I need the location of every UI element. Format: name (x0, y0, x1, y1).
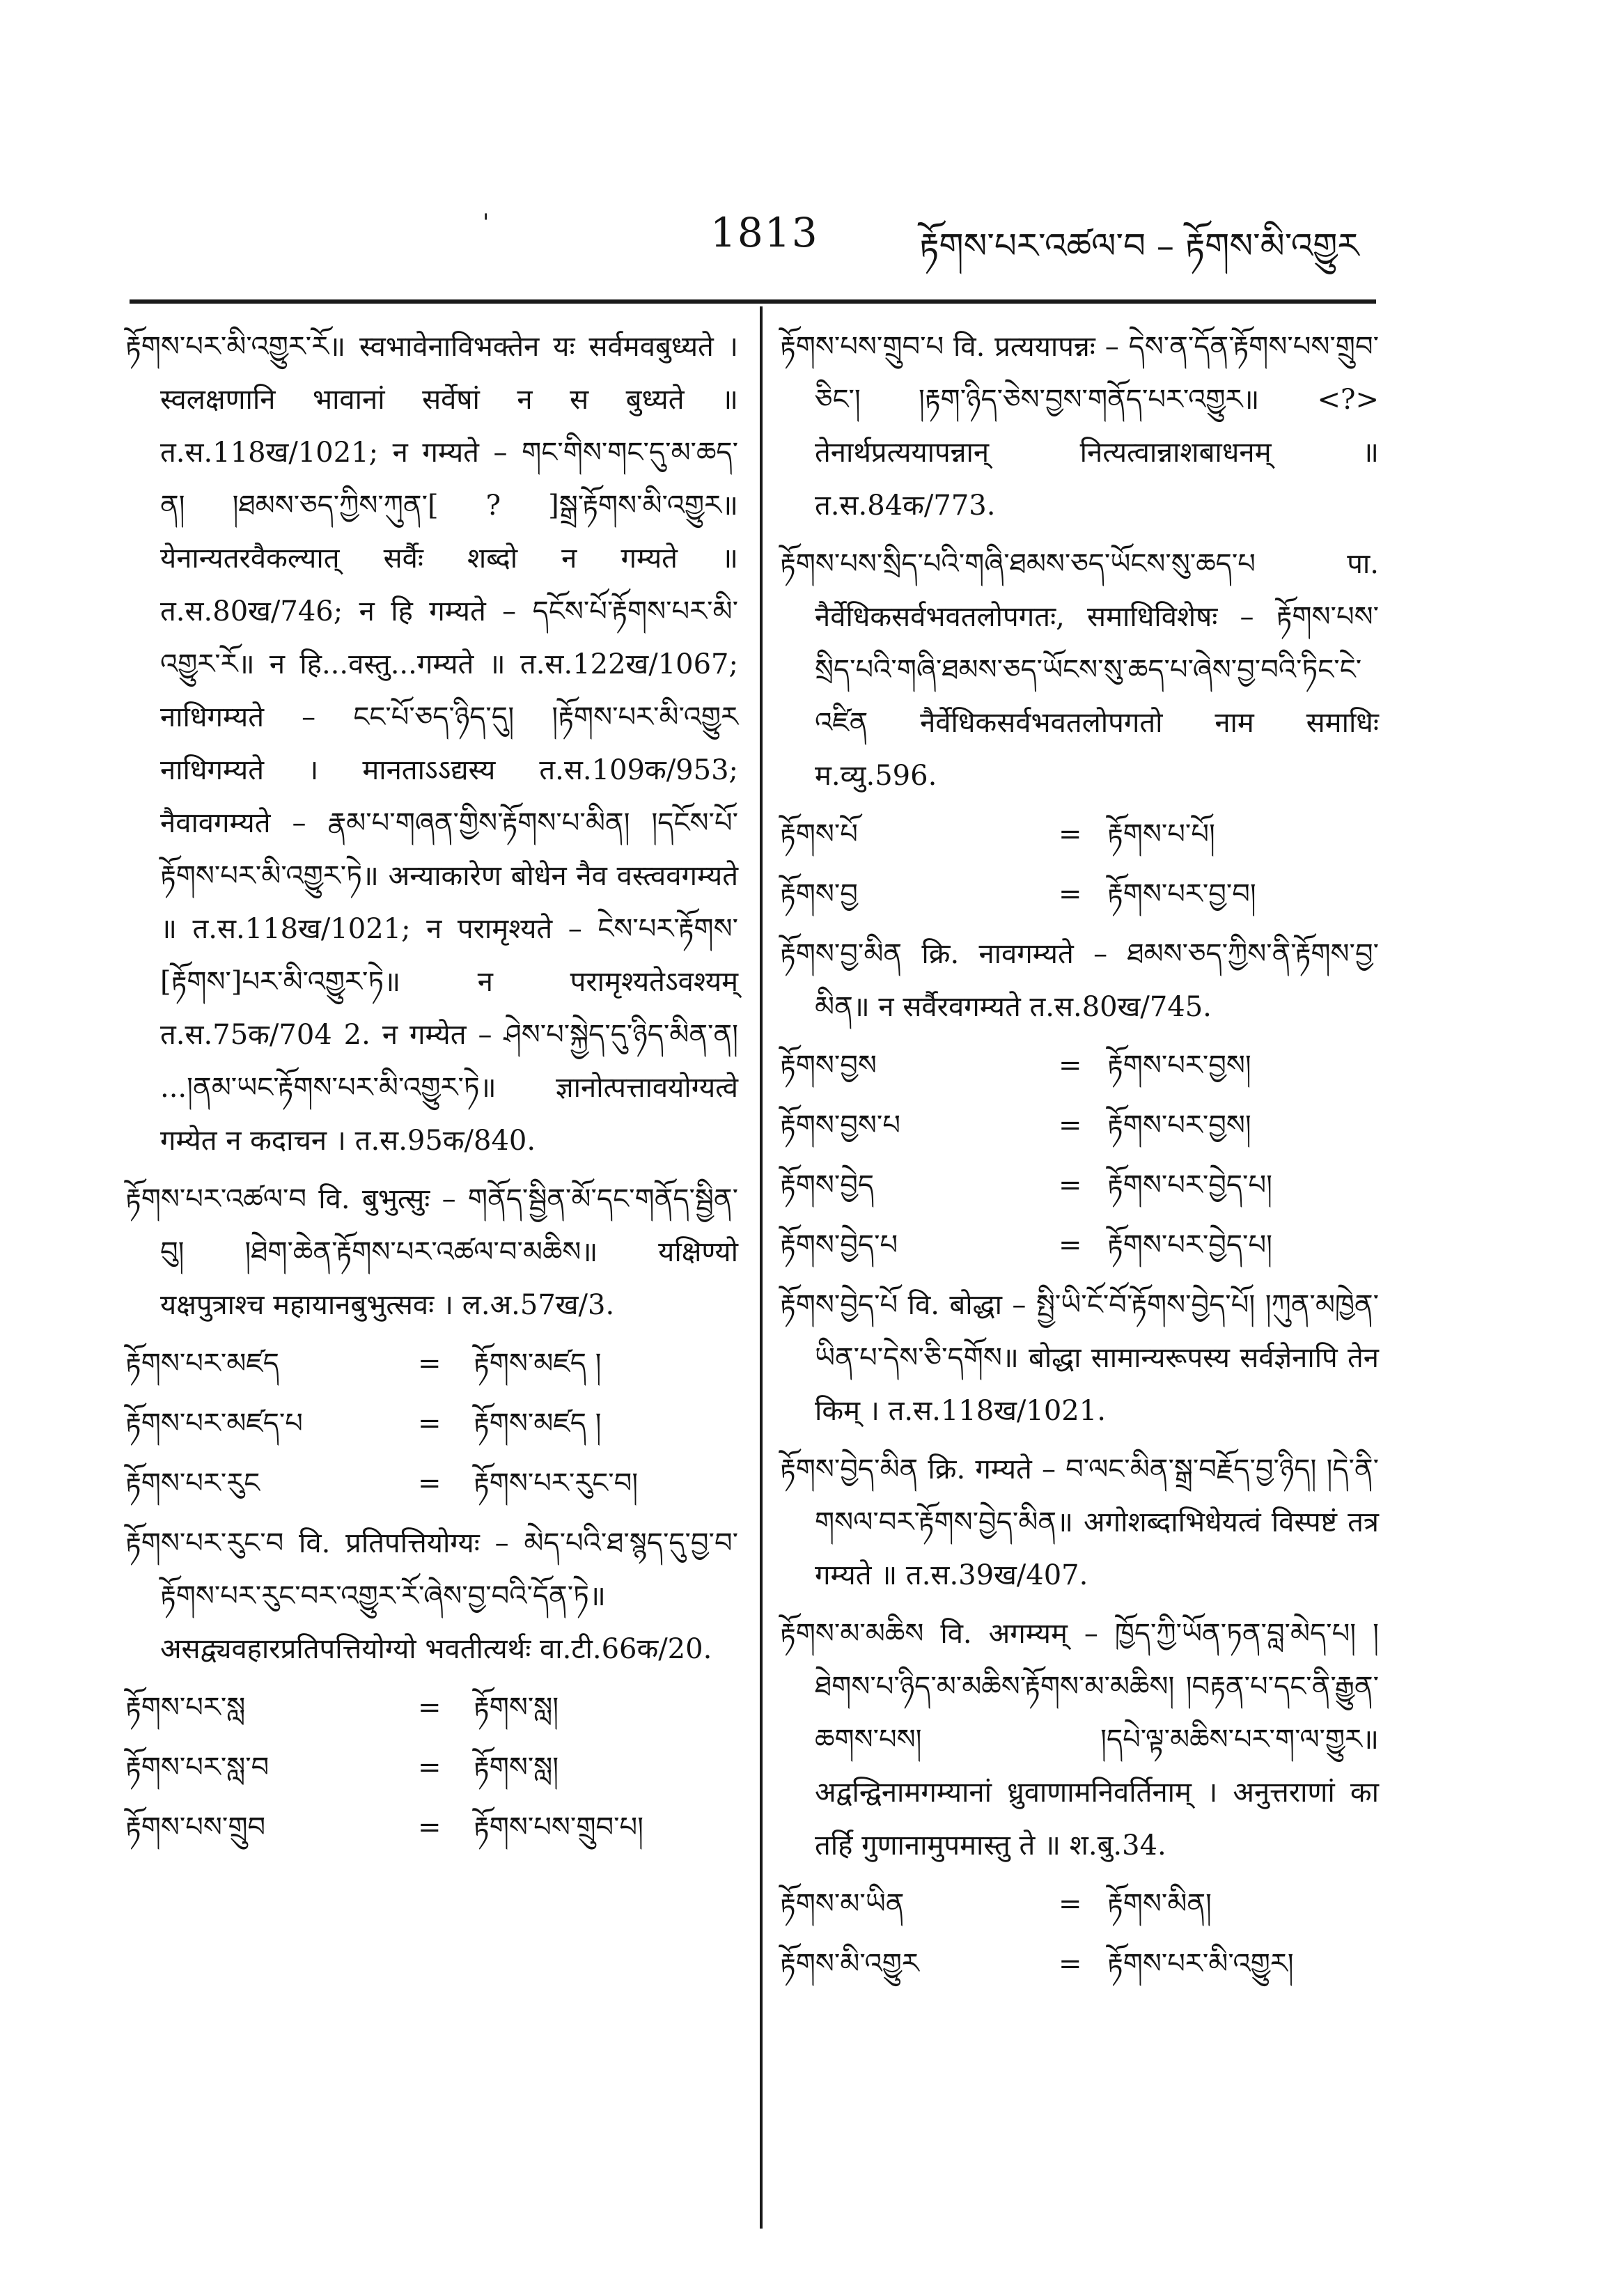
column-divider (760, 306, 763, 2229)
reference-target: རྟོགས་སླ། (474, 1692, 559, 1724)
cross-reference-entry (780, 808, 1379, 861)
reference-target: རྟོགས་པར་བྱས། (1107, 1109, 1251, 1141)
headword: རྟོགས་པར་མཛད་པ (125, 1407, 303, 1440)
equals-sign: = (418, 1811, 442, 1843)
headword: རྟོགས་མ་ཡིན (780, 1888, 905, 1920)
page-header (0, 0, 1624, 292)
equals-sign: = (418, 1692, 442, 1724)
dictionary-entry: རྟོགས་པར་འཚལ་བ वि. बुभुत्सुः – གནོད་སྦྱིན་མོ་དང་གནོད་སྦྱིན་བུ། །ཐེག་ཆེན་རྟོགས་པར་འཚལ་བ་མཆིས॥ यक्षिण्यो यक्षपुत्राश्च महायानबुभुत्सवः । ल.अ.57ख/3. (125, 1183, 738, 1321)
page-number: 1813 (710, 209, 819, 256)
dictionary-entry: རྟོགས་བྱེད་མིན क्रि. गम्यते – བ་ལང་མིན་སྒྲ་བརྗོད་བྱ་ཉིད། །དེ་ནི་གསལ་བར་རྟོགས་བྱེད་མིན॥ अगोशब्दाभिधेयत्वं विस्पष्टं तत्र गम्यते ॥ त.स.39ख/407. (780, 1453, 1379, 1591)
stray-mark: ' (483, 209, 490, 237)
equals-sign: = (1059, 818, 1082, 850)
equals-sign: = (1059, 1050, 1082, 1082)
cross-reference-entry (125, 1741, 738, 1794)
equals-sign: = (418, 1752, 442, 1784)
cross-reference-entry (125, 1337, 738, 1390)
headword: རྟོགས་བྱས་པ (780, 1109, 900, 1141)
reference-target: རྟོགས་པར་བྱེད་པ། (1107, 1169, 1272, 1201)
cross-reference-entry (125, 1681, 738, 1734)
headword: རྟོགས་པར་རུང (125, 1467, 260, 1499)
equals-sign: = (1059, 878, 1082, 910)
equals-sign: = (418, 1467, 442, 1499)
dictionary-entry: རྟོགས་བྱ་མིན क्रि. नावगम्यते – ཐམས་ཅད་ཀྱིས་ནི་རྟོགས་བྱ་མིན॥ न सर्वैरवगम्यते त.स.80ख/745. (780, 938, 1379, 1023)
headword: རྟོགས་པོ (780, 818, 858, 850)
cross-reference-entry (125, 1457, 738, 1510)
dictionary-entry: རྟོགས་མ་མཆིས वि. अगम्यम् – ཁྱོད་ཀྱི་ཡོན་ཏན་བླ་མེད་པ། །ཐེགས་པ་ཉིད་མ་མཆིས་རྟོགས་མ་མཆིས། །བརྟན་པ་དང་ནི་རྒྱུན་ཆགས་པས། །དཔེ་ལྟ་མཆིས་པར་ག་ལ་གྱུར॥ अद्वन्द्विनामगम्यानां ध्रुवाणामनिवर्तिनाम् । अनुत्तराणां का तर्हि गुणानामुपमास्तु ते ॥ श.बु.34. (780, 1618, 1379, 1862)
header-rule (130, 299, 1376, 304)
equals-sign: = (418, 1348, 442, 1380)
reference-target: རྟོགས་མིན། (1107, 1888, 1212, 1920)
headword: རྟོགས་པར་སླ (125, 1692, 246, 1724)
reference-target: རྟོགས་སླ། (474, 1752, 559, 1784)
headword: རྟོགས་བྱ (780, 878, 858, 910)
reference-target: རྟོགས་པར་བྱས། (1107, 1050, 1251, 1082)
dictionary-entry: རྟོགས་བྱེད་པོ वि. बोद्धा – སྤྱི་ཡི་ངོ་བོ་རྟོགས་བྱེད་པོ། །ཀུན་མཁྱེན་ཡིན་པ་དེས་ཅི་དགོས॥ बोद्धा सामान्यरूपस्य सर्वज्ञेनापि तेन किम् । त.स.118ख/1021. (780, 1289, 1379, 1427)
reference-target: རྟོགས་པར་རུང་བ། (474, 1467, 639, 1499)
equals-sign: = (1059, 1169, 1082, 1201)
reference-target: རྟོགས་པར་བྱེད་པ། (1107, 1229, 1272, 1261)
cross-reference-entry (780, 868, 1379, 921)
headword: རྟོགས་པར་སླ་བ (125, 1752, 270, 1784)
headword: རྟོགས་བྱས (780, 1050, 877, 1082)
cross-reference-entry (780, 1219, 1379, 1272)
headword: རྟོགས་མི་འགྱུར (780, 1948, 919, 1980)
left-column (125, 320, 738, 1861)
dictionary-entry: རྟོགས་པས་གྲུབ་པ वि. प्रत्ययापन्नः – དེས་ན་དོན་རྟོགས་པས་གྲུབ་ཅིང་། །རྟག་ཉིད་ཅེས་བྱས་གནོད་པར་འགྱུར॥ <?> तेनार्थप्रत्ययापन्नान् नित्यत्वान्नाशबाधनम् ॥ त.स.84क/773. (780, 331, 1379, 522)
cross-reference-entry (780, 1878, 1379, 1930)
headword: རྟོགས་པས་གྲུབ (125, 1811, 266, 1843)
headword: རྟོགས་བྱེད་པ (780, 1229, 898, 1261)
reference-target: རྟོགས་མཛད ། (474, 1348, 602, 1380)
reference-target: རྟོགས་པས་གྲུབ་པ། (474, 1811, 644, 1843)
reference-target: རྟོགས་པར་བྱ་བ། (1107, 878, 1256, 910)
reference-target: རྟོགས་མཛད ། (474, 1407, 602, 1440)
dictionary-entry: རྟོགས་པར་རུང་བ वि. प्रतिपत्तियोग्यः – མེད་པའི་ཐ་སྙད་དུ་བྱ་བ་རྟོགས་པར་རུང་བར་འགྱུར་རོ་ཞེས་བྱ་བའི་དོན་ཏེ॥ असद्व्यवहारप्रतिपत्तियोग्यो भवतीत्यर्थः वा.टी.66क/20. (125, 1527, 738, 1665)
dictionary-entry: རྟོགས་པས་སྲིད་པའི་གཞི་ཐམས་ཅད་ཡོངས་སུ་ཆད་པ पा. नैर्वेधिकसर्वभवतलोपगतः, समाधिविशेषः – རྟོགས་པས་སྲིད་པའི་གཞི་ཐམས་ཅད་ཡོངས་སུ་ཆད་པ་ཞེས་བྱ་བའི་ཏིང་ངེ་འཛིན नैर्वेधिकसर्वभवतलोपगतो नाम समाधिः म.व्यु.596. (780, 548, 1379, 792)
headword: རྟོགས་པར་མཛད (125, 1348, 279, 1380)
cross-reference-entry (125, 1397, 738, 1450)
reference-target: རྟོགས་པ་པོ། (1107, 818, 1215, 850)
right-column (780, 320, 1379, 1997)
cross-reference-entry (125, 1801, 738, 1854)
cross-reference-entry (780, 1039, 1379, 1092)
equals-sign: = (418, 1407, 442, 1440)
headword: རྟོགས་བྱེད (780, 1169, 875, 1201)
cross-reference-entry (780, 1099, 1379, 1152)
reference-target: རྟོགས་པར་མི་འགྱུར། (1107, 1948, 1294, 1980)
dictionary-entry: རྟོགས་པར་མི་འགྱུར་རོ॥ स्वभावेनाविभक्तेन यः सर्वमवबुध्यते । स्वलक्षणानि भावानां सर्वेषां न स बुध्यते ॥ त.स.118ख/1021; न गम्यते – གང་གིས་གང་དུ་མ་ཆད་ན། །ཐམས་ཅད་ཀྱིས་ཀུན་[ ? ]སྒྲ་རྟོགས་མི་འགྱུར॥ येनान्यतरवैकल्यात् सर्वैः शब्दो न गम्यते ॥ त.स.80ख/746; न हि गम्यते – དངོས་པོ་རྟོགས་པར་མི་འགྱུར་རོ॥ न हि...वस्तु...गम्यते ॥ त.स.122ख/1067; नाधिगम्यते – ངང་པོ་ཅད་ཉིད་དུ། །རྟོགས་པར་མི་འགྱུར नाधिगम्यते । मानताऽऽद्यस्य त.स.109क/953; नैवावगम्यते – རྣམ་པ་གཞན་གྱིས་རྟོགས་པ་མིན། །དངོས་པོ་རྟོགས་པར་མི་འགྱུར་ཏེ॥ अन्याकारेण बोधेन नैव वस्त्ववगम्यते ॥ त.स.118ख/1021; न परामृश्यते – ངེས་པར་རྟོགས་[རྟོགས་]པར་མི་འགྱུར་ཏེ॥ न परामृश्यतेऽवश्यम् त.स.75क/704 2. न गम्येत – ཤེས་པ་སྐྱེད་དུ་ཉིད་མིན་ན། ...།ནམ་ཡང་རྟོགས་པར་མི་འགྱུར་ཏེ॥ ज्ञानोत्पत्तावयोग्यत्वे गम्येत न कदाचन । त.स.95क/840. (125, 331, 738, 1157)
equals-sign: = (1059, 1948, 1082, 1980)
equals-sign: = (1059, 1888, 1082, 1920)
cross-reference-entry (780, 1937, 1379, 1990)
equals-sign: = (1059, 1229, 1082, 1261)
cross-reference-entry (780, 1159, 1379, 1212)
running-head: རྟོགས་པར་འཚལ་བ – རྟོགས་མི་འགྱུར (919, 226, 1359, 266)
equals-sign: = (1059, 1109, 1082, 1141)
